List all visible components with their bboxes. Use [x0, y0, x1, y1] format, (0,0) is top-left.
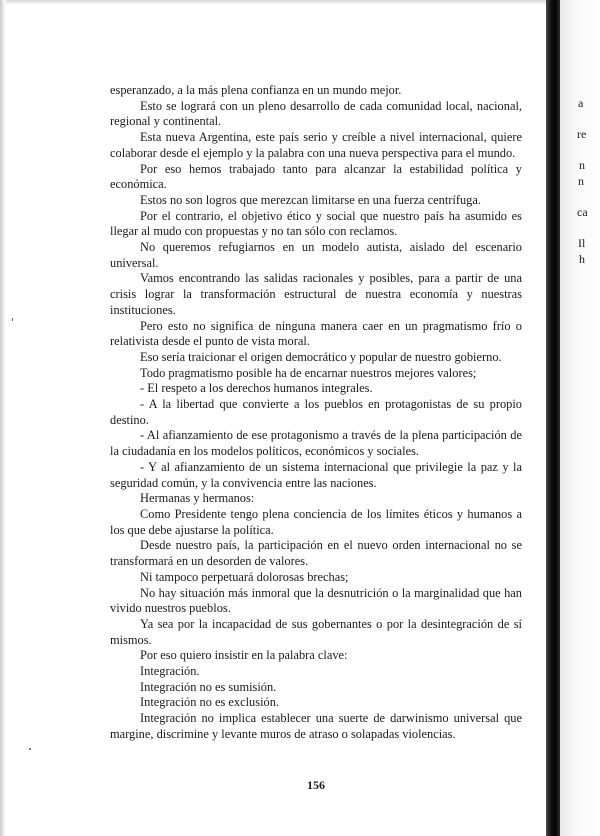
page-number: 156 — [307, 778, 325, 792]
paragraph: No queremos refugiarnos en un modelo autista, aislado del escenario universal. — [110, 240, 522, 270]
paragraph: Como Presidente tengo plena conciencia de los límites éticos y humanos a los que debe ajustarse la política. — [110, 506, 522, 537]
paragraph: Ya sea por la incapacidad de sus gobernantes o por la desintegración de sí mismos. — [110, 616, 522, 647]
facing-page-fragment: a — [578, 96, 584, 110]
page-text-block — [110, 83, 522, 743]
paragraph: Vamos encontrando las salidas racionales y posibles, para a partir de una crisis lograr la transformación estructural de nuestra economía y nuestras instituciones. — [110, 271, 522, 317]
facing-page-fragment: ca — [577, 205, 588, 219]
paragraph: Integración. — [140, 664, 200, 679]
facing-page-edge — [560, 0, 600, 836]
paragraph: Por eso quiero insistir en la palabra clave: — [140, 648, 348, 663]
paragraph: - A la libertad que convierte a los pueblos en protagonistas de su propio destino. — [110, 397, 522, 427]
facing-page-fragment: n — [578, 174, 584, 188]
paragraph: Ni tampoco perpetuará dolorosas brechas; — [140, 569, 349, 584]
paragraph: Por el contrario, el objetivo ético y social que nuestro país ha asumido es llegar al mudo con propuestas y no tan sólo con reclamos. — [110, 208, 522, 239]
paragraph: Hermanas y hermanos: — [140, 491, 255, 506]
paragraph: Estos no son logros que merezcan limitarse en una fuerza centrífuga. — [140, 192, 481, 207]
paragraph: Integración no implica establecer una suerte de darwinismo universal que margine, discrimine y levante muros de atraso o solapadas violencias. — [110, 711, 522, 741]
paragraph: esperanzado, a la más plena confianza en un mundo mejor. — [110, 83, 402, 97]
facing-page-fragment: h — [579, 252, 585, 266]
paragraph: Todo pragmatismo posible ha de encarnar nuestros mejores valores; — [140, 365, 477, 380]
paragraph: Esto se logrará con un pleno desarrollo de cada comunidad local, nacional, regional y continental. — [110, 98, 522, 129]
facing-page-fragment: Il — [578, 236, 586, 250]
scan-speck — [29, 748, 31, 750]
facing-page-fragment: re — [577, 127, 587, 141]
paragraph: Eso sería traicionar el origen democrático y popular de nuestro gobierno. — [140, 349, 502, 364]
scan-top-edge — [0, 0, 560, 5]
scan-speck — [12, 318, 13, 321]
paragraph: Integración no es exclusión. — [140, 695, 280, 710]
paragraph: No hay situación más inmoral que la desnutrición o la marginalidad que han vivido nuestros pueblos. — [110, 585, 522, 616]
facing-page-fragment: n — [579, 158, 585, 172]
paragraph: Por eso hemos trabajado tanto para alcanzar la estabilidad política y económica. — [110, 161, 522, 192]
paragraph: - Al afianzamiento de ese protagonismo a través de la plena participación de la ciudadanía en los modelos políticos, económicos y sociales. — [110, 428, 522, 459]
paragraph: - El respeto a los derechos humanos integrales. — [140, 381, 373, 396]
paragraph: - Y al afianzamiento de un sistema internacional que privilegie la paz y la seguridad común, y la convivencia entre las naciones. — [110, 459, 522, 490]
paragraph: Integración no es sumisión. — [140, 679, 277, 694]
paragraph: Desde nuestro país, la participación en el nuevo orden internacional no se transformará en un desorden de valores. — [110, 538, 522, 569]
scan-left-edge — [0, 0, 6, 836]
paragraph: Esta nueva Argentina, este país serio y creíble a nivel internacional, quiere colaborar desde el ejemplo y la palabra con una nueva perspectiva para el mundo. — [110, 130, 522, 160]
paragraph: Pero esto no significa de ninguna manera caer en un pragmatismo frío o relativista desde el punto de vista moral. — [110, 318, 522, 349]
book-spine-shadow — [546, 0, 560, 836]
